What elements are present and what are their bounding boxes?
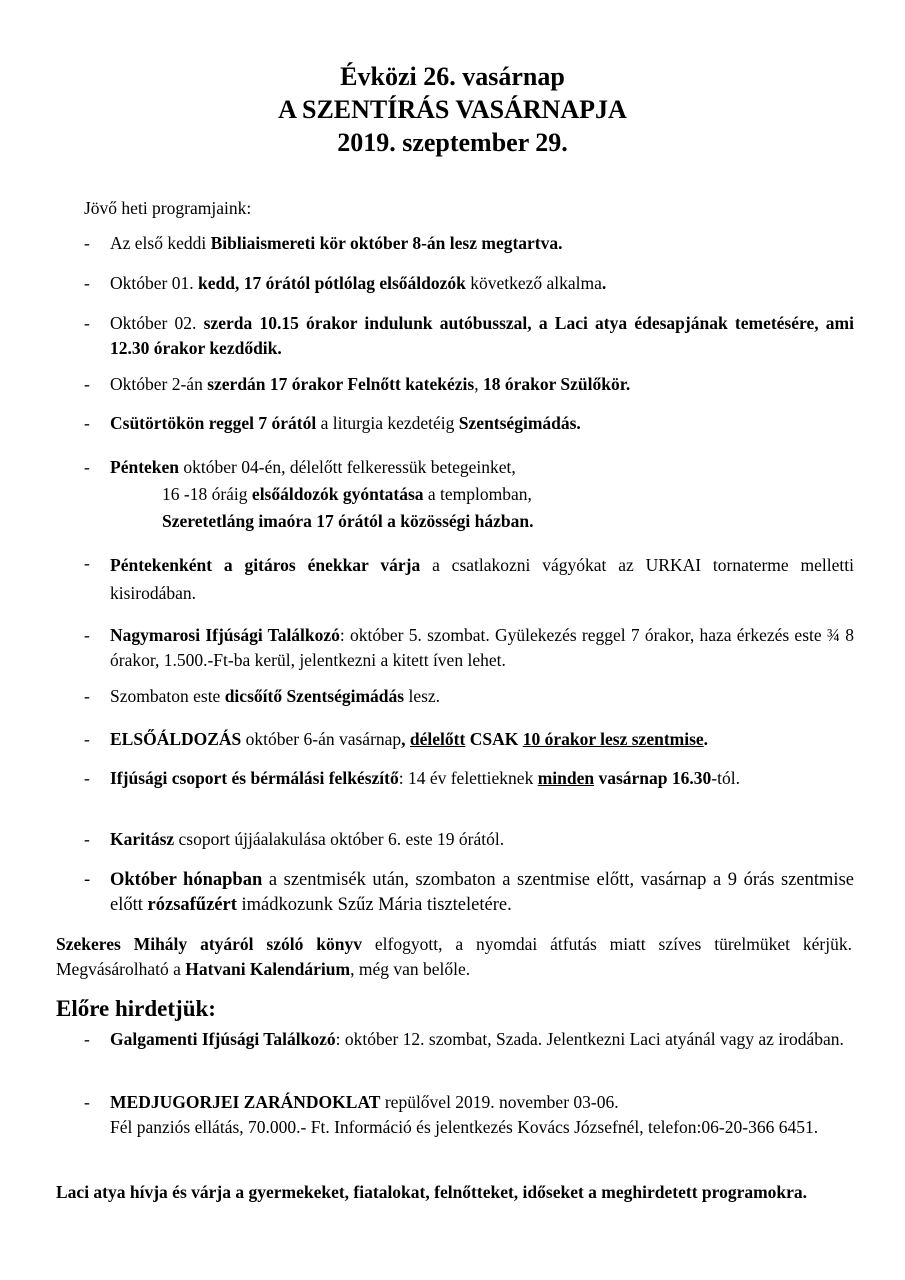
bullet-dash: - [84,768,90,788]
item-bold: vasárnap 16.30 [594,768,712,788]
item-bold: Nagymarosi Ifjúsági Találkozó [110,625,340,645]
book-bold: Hatvani Kalendárium [185,959,351,979]
item-text: -tól. [711,768,740,788]
program-item-first-communion [84,727,854,752]
program-item-friday [84,455,854,534]
item-text: , [474,374,483,394]
item-text: csoport újjáalakulása október 6. este 19 órától. [174,829,505,849]
title-line-2: A SZENTÍRÁS VASÁRNAPJA [278,95,627,124]
bullet-dash: - [84,413,90,433]
item-bold: Szeretetláng imaóra 17 órától a közösségi házban. [162,511,534,531]
page-title [0,60,905,159]
item-text: október 6-án vasárnap [241,729,402,749]
program-item-guitar-choir [84,551,854,607]
book-text: elfogyott, a nyomdai átfutás miatt szíves türelmüket kérjük. Megvásárolható a [56,934,852,979]
bullet-dash: - [84,457,90,477]
program-item-nagymaros-youth [84,623,854,673]
item-bold: ELSŐÁLDOZÁS [110,729,242,749]
program-item-bible-circle [84,231,854,256]
item-bold: elsőáldozók gyóntatása [251,484,424,504]
item-text: : 14 év felettieknek [398,768,538,788]
title-line-3: 2019. szeptember 29. [337,128,568,157]
item-bold: Bibliaismereti kör október 8-án lesz megtartva. [210,233,563,253]
item-bold: Október hónapban [110,870,263,890]
item-text: Október 2-án [110,374,208,394]
item-bold: szerda 10.15 órakor indulunk autóbusszal, a Laci atya édesapjának temetésére, ami 12.30 órakor kezdődik. [110,313,854,358]
program-item-youth-group [84,766,854,791]
bullet-dash: - [84,313,90,333]
item-bold: kedd, 17 órától pótlólag elsőáldozók [197,273,466,293]
program-item-caritas [84,827,854,852]
item-bold: Péntekenként a gitáros énekkar várja [110,555,421,575]
item-text: Október 01. [110,273,198,293]
item-text: Szombaton este [110,686,225,706]
item-text: Az első keddi [110,233,211,253]
item-bold: Ifjúsági csoport és bérmálási felkészítő [110,768,399,788]
item-bold: Galgamenti Ifjúsági Találkozó [110,1029,336,1049]
item-bold: szerdán 17 órakor Felnőtt katekézis [207,374,475,394]
item-text: repülővel 2019. november 03-06. [380,1092,619,1112]
advance-heading: Előre hirdetjük: [56,996,216,1021]
item-text: a templomban, [423,484,532,504]
closing-invitation: Laci atya hívja és várja a gyermekeket, fiatalokat, felnőtteket, időseket a meghirdetett programokra. [56,1182,808,1202]
bullet-dash: - [84,1092,90,1112]
item-bold: . [601,273,607,293]
programs-intro: Jövő heti programjaink: [84,198,252,218]
item-text: a csatlakozni vágyókat az URKAI tornaterme melletti kisirodában. [110,555,854,603]
item-bold: rózsafűzért [147,895,237,915]
program-item-funeral-bus [84,311,854,361]
book-text: , még van belőle. [350,959,471,979]
item-bold: Pénteken [110,457,180,477]
item-text: : október 12. szombat, Szada. Jelentkezni Laci atyánál vagy az irodában. [335,1029,844,1049]
bullet-dash: - [84,729,90,749]
book-bold: Szekeres Mihály atyáról szóló könyv [56,934,362,954]
item-text: a liturgia kezdetéig [316,413,459,433]
program-item-first-communion-tuesday [84,271,854,296]
bullet-dash: - [84,233,90,253]
item-bold: Karitász [110,829,175,849]
program-item-praise-adoration [84,684,854,709]
item-underline: minden [537,768,595,788]
bullet-dash: - [84,686,90,706]
bullet-dash: - [84,374,90,394]
program-item-catechesis [84,372,854,397]
item-text: Fél panziós ellátás, 70.000.- Ft. Információ és jelentkezés Kovács Józsefnél, telefon:06-20-366 6451. [110,1117,819,1137]
item-text: : október 5. szombat. Gyülekezés reggel 7 órakor, haza érkezés este ¾ 8 órakor, 1.500.-Ft-ba kerül, jelentkezni a kitett íven lehet. [110,625,854,670]
item-text: október 04-én, délelőtt felkeressük betegeinket, [179,457,516,477]
bullet-dash: - [84,553,90,573]
item-text: a szentmisék után, szombaton a szentmise előtt, vasárnap a 9 órás szentmise előtt [110,870,854,915]
item-text: 16 -18 óráig [162,484,252,504]
bullet-dash: - [84,1029,90,1049]
bullet-dash: - [84,273,90,293]
title-line-1: Évközi 26. vasárnap [340,62,565,91]
item-text: Október 02. [110,313,204,333]
advance-item-galgamenti [84,1027,854,1052]
item-bold: Csütörtökön reggel 7 órától [110,413,317,433]
advance-item-medjugorje [84,1090,854,1140]
bullet-dash: - [84,829,90,849]
item-bold: dicsőítő Szentségimádás [224,686,405,706]
item-text: imádkozunk Szűz Mária tiszteletére. [236,895,512,915]
item-underline: délelőtt [409,729,466,749]
item-text: lesz. [404,686,441,706]
item-bold: CSAK [465,729,523,749]
item-underline: 10 órakor lesz szentmise [522,729,704,749]
bullet-dash: - [84,870,91,890]
book-notice [56,932,852,982]
item-text: következő alkalma [465,273,602,293]
program-item-adoration-thursday [84,411,854,436]
bullet-dash: - [84,625,90,645]
item-bold: . [703,729,709,749]
item-bold: 18 órakor Szülőkör. [482,374,631,394]
item-bold: Szentségimádás. [458,413,581,433]
program-item-rosary [84,868,854,918]
item-bold: MEDJUGORJEI ZARÁNDOKLAT [110,1092,381,1112]
item-bold: , [401,729,410,749]
